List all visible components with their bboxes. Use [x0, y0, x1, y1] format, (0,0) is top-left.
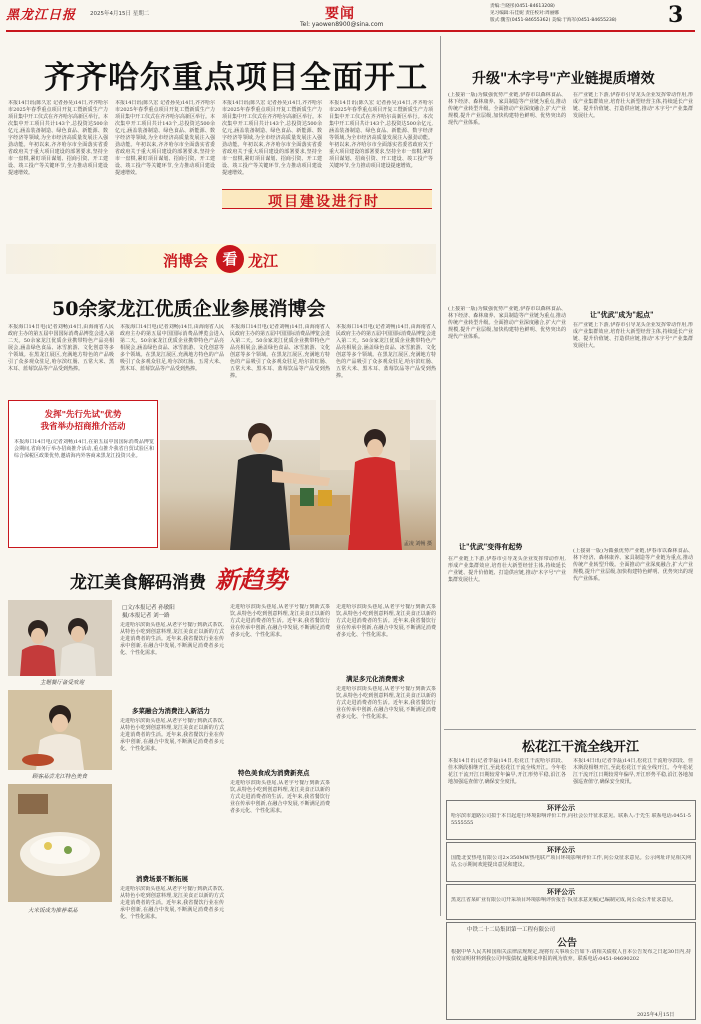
- food-body-col2: 走进哈尔滨街头巷尾,从老字号餐厅到新式茶饮,从特色小吃到创意料理,龙江美食正以新的方式走进消费者的生活。近年来,我省餐饮行业在传承中创新,在融合中发展,不断满足消费者多元化、个性化需求。: [230, 604, 330, 638]
- expo-photo: [160, 400, 436, 550]
- food-photo-2: [8, 690, 112, 770]
- editor-credit: 责编:兰晓彤(0451-84613208): [490, 4, 555, 9]
- ad-box-2: [446, 842, 696, 882]
- editor-credit: 见习编辑:石佳妮: [490, 11, 524, 16]
- expo-headline: 50余家龙江优质企业参展消博会: [52, 298, 326, 320]
- food-caption-2: 顾客品尝龙江特色美食: [32, 774, 88, 780]
- lead-headline: 齐齐哈尔重点项目全面开工: [44, 60, 428, 96]
- issue-date: 2025年4月15日 星期二: [90, 11, 150, 17]
- ad-title: 环评公示: [547, 845, 575, 854]
- food-byline: □文/本报记者 孙敏阳 摄/本报记者 刘一路: [122, 605, 175, 619]
- section-email: Tel: yaowen8900@sina.com: [300, 21, 384, 28]
- editor-credit: 美编:于海军(0451-84655238): [551, 18, 617, 23]
- notice-org: 中铁二十二局集团第一工程有限公司: [467, 927, 556, 933]
- pine-body-col2: 本报14日讯(记者李磊)14日,松花江干流哈尔滨段、佳木斯段相继开江,至此松花江干流全线开江。今年松花江干流开江日期较常年偏早,开江形势平稳,沿江各地加强巡查值守,确保安全度汛。: [573, 758, 693, 785]
- notice-date: 2025年4月15日: [637, 1012, 675, 1018]
- editor-credit: 版式:魏雪(0451-84655362): [490, 18, 551, 23]
- right-body-col2c: (上接第一版)为做强优势产业链,伊春市以森林食品、林下经济、森林康养、家具制造等产业链为重点,推动传统产业转型升级。全面推动产业深度融合,扩大产业规模,提升产业层级,加快构建特色鲜明、优势突出的现代产业体系。: [573, 548, 693, 582]
- notice-body: 根据中华人民共和国相关法律法规规定,现将有关事项公告如下:请相关债权人自本公告发布之日起30日内,持有效证明材料到我公司申报债权,逾期未申报的视为放弃。联系电话:0451-84690202: [451, 949, 691, 962]
- callout-body: 本报海口14日电(记者刘畅)14日,在第五届中国国际消费品博览会期间,省商务厅举办招商推介活动,重点推介我省自贸试验区和综合保税区政策优势,邀请海内外客商来黑龙江投资兴业。: [14, 439, 154, 459]
- lead-body-col3: 本报14日讯(陈久宏 记者孙昊)14日,齐齐哈尔市2025年春季重点项目开复工暨新质生产力项目集中开工仪式在齐齐哈尔高新区举行。本次集中开工项目共计143个,总投资达500余亿元,涵盖装备制造、绿色食品、新能源、数字经济等领域,为全市经济高质量发展注入强劲动能。年初以来,齐齐哈尔市全面落实省委省政府关于重大项目建设的部署要求,坚持全市一盘棋,紧盯项目谋划、招商引资、开工建设、竣工投产等关键环节,全力推动项目建设提速增效。: [222, 100, 322, 176]
- food-headline-main: 龙江美食解码消费: [70, 573, 206, 593]
- right-top-body-col2: 在产业链上下游,伊春市引导龙头企业发挥带动作用,形成产业集群效应,培育壮大新型经营主体,持续延长产业链、提升价值链、打造供应链,推动"木字号"产业集群发展壮大。: [573, 92, 693, 119]
- right-top-body-col1: (上接第一版)为做强优势产业链,伊春市以森林食品、林下经济、森林康养、家具制造等产业链为重点,推动传统产业转型升级。全面推动产业深度融合,扩大产业规模,提升产业层级,加快构建特色鲜明、优势突出的现代产业体系。: [448, 92, 566, 126]
- right-body-col1c: 在产业链上下游,伊春市引导龙头企业发挥带动作用,形成产业集群效应,培育壮大新型经营主体,持续延长产业链、提升价值链、打造供应链,推动"木字号"产业集群发展壮大。: [448, 556, 566, 583]
- pine-rule: [444, 729, 696, 730]
- expo-banner-right: 龙江: [248, 252, 279, 270]
- food-subhead-4: 满足多元化消费需求: [346, 675, 405, 683]
- ad-box-3: [446, 884, 696, 920]
- pine-body-col1: 本报14日讯(记者李磊)14日,松花江干流哈尔滨段、佳木斯段相继开江,至此松花江干流全线开江。今年松花江干流开江日期较常年偏早,开江形势平稳,沿江各地加强巡查值守,确保安全度汛。: [448, 758, 566, 785]
- food-headline: [70, 560, 287, 595]
- right-subhead-1: 让"优武"成为"起点": [590, 310, 654, 319]
- callout-title: 发挥"先行先试"优势 我省举办招商推介活动: [40, 410, 126, 432]
- right-subhead-2: 让"优武"变得有起势: [459, 542, 523, 551]
- expo-body-col2: 本报海口14日电(记者刘畅)14日,由海南省人民政府主办的第五届中国国际消费品博览会进入第二天。50余家龙江优质企业携带特色产品亮相展会,涵盖绿色食品、冰雪旅游、文化创意等多个领域。在黑龙江展区,充满地方特色的产品吸引了众多观众驻足,哈尔滨红肠、五常大米、黑木耳、蓝莓饮品等产品受到热捧。: [120, 324, 224, 372]
- expo-photo-credit: 孟凌 刘畅 摄: [403, 541, 432, 547]
- lead-body-col4: 本报14日讯(陈久宏 记者孙昊)14日,齐齐哈尔市2025年春季重点项目开复工暨新质生产力项目集中开工仪式在齐齐哈尔高新区举行。本次集中开工项目共计143个,总投资达500余亿元,涵盖装备制造、绿色食品、新能源、数字经济等领域,为全市经济高质量发展注入强劲动能。年初以来,齐齐哈尔市全面落实省委省政府关于重大项目建设的部署要求,坚持全市一盘棋,紧盯项目谋划、招商引资、开工建设、竣工投产等关键环节,全力推动项目建设提速增效。: [329, 100, 433, 169]
- right-body-col1b: (上接第一版)为做强优势产业链,伊春市以森林食品、林下经济、森林康养、家具制造等产业链为重点,推动传统产业转型升级。全面推动产业深度融合,扩大产业规模,提升产业层级,加快构建特色鲜明、优势突出的现代产业体系。: [448, 306, 566, 340]
- food-photo-1: [8, 600, 112, 676]
- editor-credit: 责任校对:周丽娜: [525, 11, 559, 16]
- ad-box-1: [446, 800, 696, 840]
- food-headline-accent: 新趋势: [215, 565, 288, 594]
- food-body-col1b: 走进哈尔滨街头巷尾,从老字号餐厅到新式茶饮,从特色小吃到创意料理,龙江美食正以新的方式走进消费者的生活。近年来,我省餐饮行业在传承中创新,在融合中发展,不断满足消费者多元化、个性化需求。: [120, 718, 224, 752]
- expo-body-col1: 本报海口14日电(记者刘畅)14日,由海南省人民政府主办的第五届中国国际消费品博览会进入第二天。50余家龙江优质企业携带特色产品亮相展会,涵盖绿色食品、冰雪旅游、文化创意等多个领域。在黑龙江展区,充满地方特色的产品吸引了众多观众驻足,哈尔滨红肠、五常大米、黑木耳、蓝莓饮品等产品受到热捧。: [8, 324, 114, 372]
- expo-body-col3: 本报海口14日电(记者刘畅)14日,由海南省人民政府主办的第五届中国国际消费品博览会进入第二天。50余家龙江优质企业携带特色产品亮相展会,涵盖绿色食品、冰雪旅游、文化创意等多个领域。在黑龙江展区,充满地方特色的产品吸引了众多观众驻足,哈尔滨红肠、五常大米、黑木耳、蓝莓饮品等产品受到热捧。: [230, 324, 330, 379]
- food-photo-3-scene: [8, 784, 112, 902]
- food-subhead-1: 多菜融合为消费注入新活力: [132, 707, 210, 715]
- food-subhead-2: 特色美食成为消费新亮点: [238, 769, 310, 777]
- paper-name: 黑龙江日报: [6, 8, 77, 23]
- lead-body-col1: 本报14日讯(陈久宏 记者孙昊)14日,齐齐哈尔市2025年春季重点项目开复工暨新质生产力项目集中开工仪式在齐齐哈尔高新区举行。本次集中开工项目共计143个,总投资达500余亿元,涵盖装备制造、绿色食品、新能源、数字经济等领域,为全市经济高质量发展注入强劲动能。年初以来,齐齐哈尔市全面落实省委省政府关于重大项目建设的部署要求,坚持全市一盘棋,紧盯项目谋划、招商引资、开工建设、竣工投产等关键环节,全力推动项目建设提速增效。: [8, 100, 108, 176]
- ad-title: 环评公示: [547, 803, 575, 812]
- food-body-col3b: 走进哈尔滨街头巷尾,从老字号餐厅到新式茶饮,从特色小吃到创意料理,龙江美食正以新的方式走进消费者的生活。近年来,我省餐饮行业在传承中创新,在融合中发展,不断满足消费者多元化、个性化需求。: [336, 686, 436, 720]
- food-body-col3: 走进哈尔滨街头巷尾,从老字号餐厅到新式茶饮,从特色小吃到创意料理,龙江美食正以新的方式走进消费者的生活。近年来,我省餐饮行业在传承中创新,在融合中发展,不断满足消费者多元化、个性化需求。: [336, 604, 436, 638]
- right-body-col2b: 在产业链上下游,伊春市引导龙头企业发挥带动作用,形成产业集群效应,培育壮大新型经营主体,持续延长产业链、提升价值链、打造供应链,推动"木字号"产业集群发展壮大。: [573, 322, 693, 349]
- right-top-headline: 升级"木字号"产业链提质增效: [472, 71, 655, 87]
- food-photo-2-scene: [8, 690, 112, 770]
- food-photo-1-scene: [8, 600, 112, 676]
- lead-body-col2: 本报14日讯(陈久宏 记者孙昊)14日,齐齐哈尔市2025年春季重点项目开复工暨新质生产力项目集中开工仪式在齐齐哈尔高新区举行。本次集中开工项目共计143个,总投资达500余亿元,涵盖装备制造、绿色食品、新能源、数字经济等领域,为全市经济高质量发展注入强劲动能。年初以来,齐齐哈尔市全面落实省委省政府关于重大项目建设的部署要求,坚持全市一盘棋,紧盯项目谋划、招商引资、开工建设、竣工投产等关键环节,全力推动项目建设提速增效。: [115, 100, 215, 176]
- expo-banner-circle: 看: [216, 245, 244, 273]
- expo-body-col4: 本报海口14日电(记者刘畅)14日,由海南省人民政府主办的第五届中国国际消费品博览会进入第二天。50余家龙江优质企业携带特色产品亮相展会,涵盖绿色食品、冰雪旅游、文化创意等多个领域。在黑龙江展区,充满地方特色的产品吸引了众多观众驻足,哈尔滨红肠、五常大米、黑木耳、蓝莓饮品等产品受到热捧。: [336, 324, 436, 379]
- food-body-col2b: 走进哈尔滨街头巷尾,从老字号餐厅到新式茶饮,从特色小吃到创意料理,龙江美食正以新的方式走进消费者的生活。近年来,我省餐饮行业在传承中创新,在融合中发展,不断满足消费者多元化、个性化需求。: [230, 780, 330, 814]
- pine-headline: 松花江干流全线开江: [522, 740, 640, 755]
- expo-photo-scene: [160, 400, 436, 550]
- ad-body: 黑龙江省某矿业有限公司开采项目环境影响评价报告书(征求意见稿)已编制完成,向公众公开征求意见。: [451, 897, 677, 903]
- lead-badge-label: 项目建设进行时: [268, 194, 380, 210]
- food-body-col1c: 走进哈尔滨街头巷尾,从老字号餐厅到新式茶饮,从特色小吃到创意料理,龙江美食正以新的方式走进消费者的生活。近年来,我省餐饮行业在传承中创新,在融合中发展,不断满足消费者多元化、个性化需求。: [120, 886, 224, 920]
- editor-credits: [490, 3, 665, 24]
- ad-body: 国能北安热电有限公司2×350MW热电联产项目环境影响评价工作,向公众征求意见。公示网址详见相关网站,公示期间欢迎提出意见和建议。: [451, 855, 691, 868]
- ad-title: 环评公示: [547, 887, 575, 896]
- section-title: 要闻: [325, 6, 355, 22]
- food-subhead-3: 消费场景不断拓展: [136, 875, 188, 883]
- food-body-col1: 走进哈尔滨街头巷尾,从老字号餐厅到新式茶饮,从特色小吃到创意料理,龙江美食正以新的方式走进消费者的生活。近年来,我省餐饮行业在传承中创新,在融合中发展,不断满足消费者多元化、个性化需求。: [120, 622, 224, 656]
- ad-body: 哈尔滨市道路公司拟于本日起进行环境影响评价工作,向社会公开征求意见。联系人:于先生 联系电话:0451-55555555: [451, 813, 691, 826]
- food-caption-1: 主题餐厅备受欢迎: [40, 680, 85, 686]
- notice-box: [446, 922, 696, 1020]
- expo-banner-left: 消博会: [163, 252, 209, 270]
- notice-title: 公告: [557, 938, 577, 949]
- expo-banner: [6, 244, 436, 274]
- page-number: 3: [668, 2, 684, 28]
- right-column-divider: [440, 36, 441, 916]
- food-caption-3: 大米饭成为推荐菜品: [28, 908, 78, 914]
- callout-box: [8, 400, 158, 548]
- lead-badge: [222, 189, 432, 209]
- food-photo-3: [8, 784, 112, 902]
- masthead-rule: [6, 30, 695, 32]
